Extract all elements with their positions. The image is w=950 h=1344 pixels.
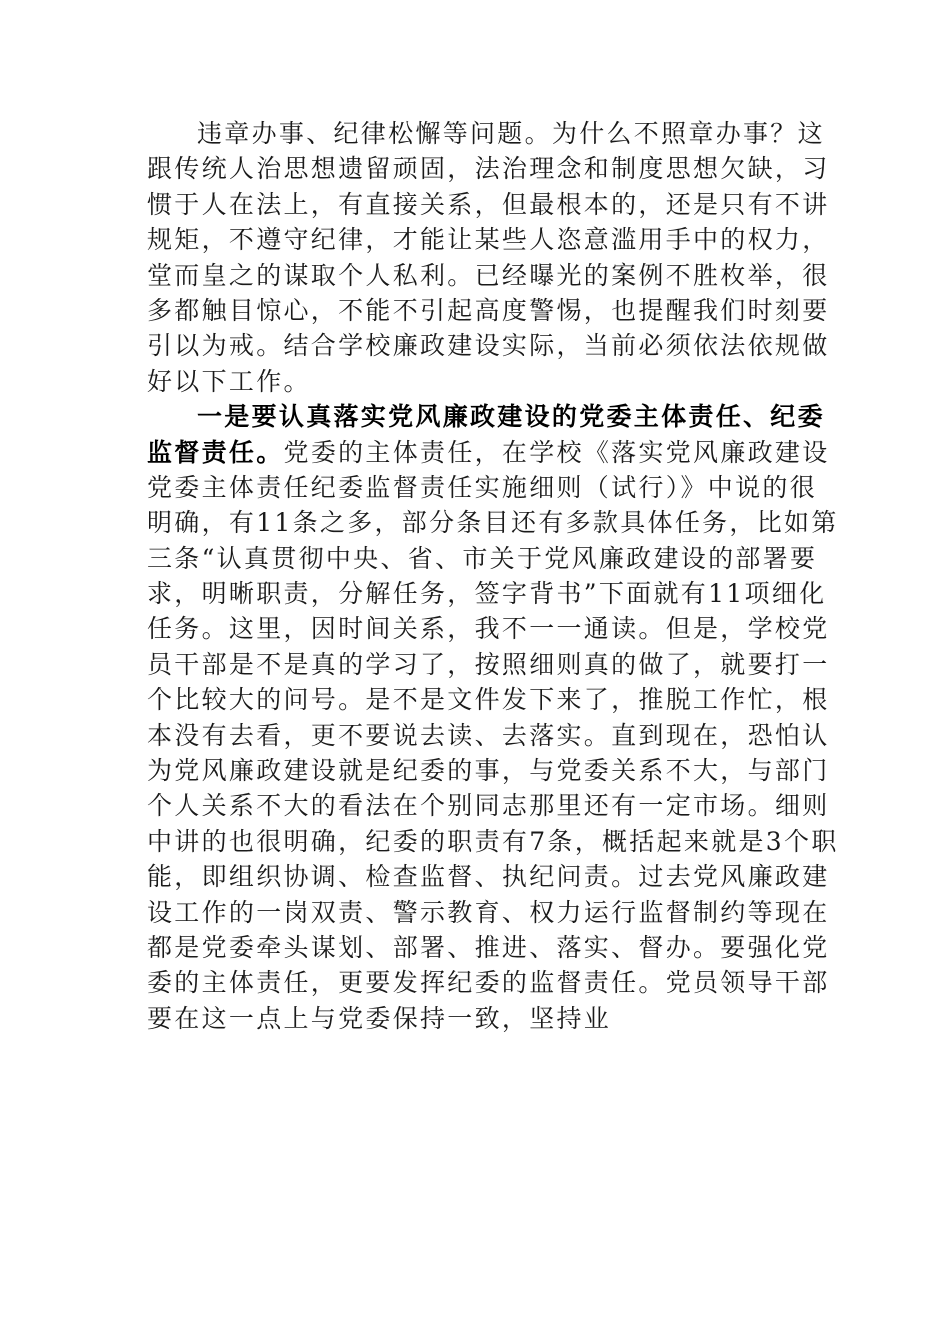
text-line: 委的主体责任，更要发挥纪委的监督责任。党员领导干部 (147, 968, 830, 998)
text-line: 三条“认真贯彻中央、省、市关于党风廉政建设的部署要 (147, 543, 818, 573)
text-line: 员干部是不是真的学习了，按照细则真的做了，就要打一 (147, 649, 830, 679)
text-line: 为党风廉政建设就是纪委的事，与党委关系不大，与部门 (147, 756, 830, 786)
text-line: 跟传统人治思想遗留顽固，法治理念和制度思想欠缺，习 (147, 154, 830, 184)
paragraph-1 (147, 116, 830, 399)
text-line: 个人关系不大的看法在个别同志那里还有一定市场。细则 (147, 791, 830, 821)
text-line-rest: 党委的主体责任，在学校《落实党风廉政建设 (283, 437, 830, 467)
text-line: 任务。这里，因时间关系，我不一一通读。但是，学校党 (147, 614, 830, 644)
text-line: 规矩，不遵守纪律，才能让某些人恣意滥用手中的权力， (147, 225, 830, 255)
text-line: 明确，有11条之多，部分条目还有多款具体任务，比如第 (147, 508, 839, 538)
text-line: 引以为戒。结合学校廉政建设实际，当前必须依法依规做 (147, 331, 830, 361)
text-line: 本没有去看，更不要说去读、去落实。直到现在，恐怕认 (147, 720, 830, 750)
paragraph-heading-end: 监督责任。 (147, 437, 284, 467)
text-line: 好以下工作。 (147, 366, 311, 396)
text-line: 中讲的也很明确，纪委的职责有7条，概括起来就是3个职 (147, 826, 839, 856)
text-line: 能，即组织协调、检查监督、执纪问责。过去党风廉政建 (147, 862, 830, 892)
document-body (147, 116, 839, 1036)
text-line: 党委主体责任纪委监督责任实施细则（试行）》中说的很 (147, 472, 818, 502)
text-line: 设工作的一岗双责、警示教育、权力运行监督制约等现在 (147, 897, 830, 927)
text-line (147, 435, 830, 470)
text-line: 要在这一点上与党委保持一致，坚持业 (147, 1003, 612, 1033)
text-line: 个比较大的问号。是不是文件发下来了，推脱工作忙，根 (147, 685, 830, 715)
paragraph-2 (147, 399, 839, 1036)
paragraph-heading: 一是要认真落实党风廉政建设的党委主体责任、纪委 (197, 402, 825, 432)
text-line: 都是党委牵头谋划、部署、推进、落实、督办。要强化党 (147, 932, 830, 962)
text-line: 惯于人在法上，有直接关系，但最根本的，还是只有不讲 (147, 189, 830, 219)
text-line: 多都触目惊心，不能不引起高度警惕，也提醒我们时刻要 (147, 295, 830, 325)
text-line: 违章办事、纪律松懈等问题。为什么不照章办事？这 (197, 119, 825, 148)
text-line: 求，明晰职责，分解任务，签字背书”下面就有11项细化 (147, 579, 827, 609)
text-line: 堂而皇之的谋取个人私利。已经曝光的案例不胜枚举，很 (147, 260, 830, 290)
